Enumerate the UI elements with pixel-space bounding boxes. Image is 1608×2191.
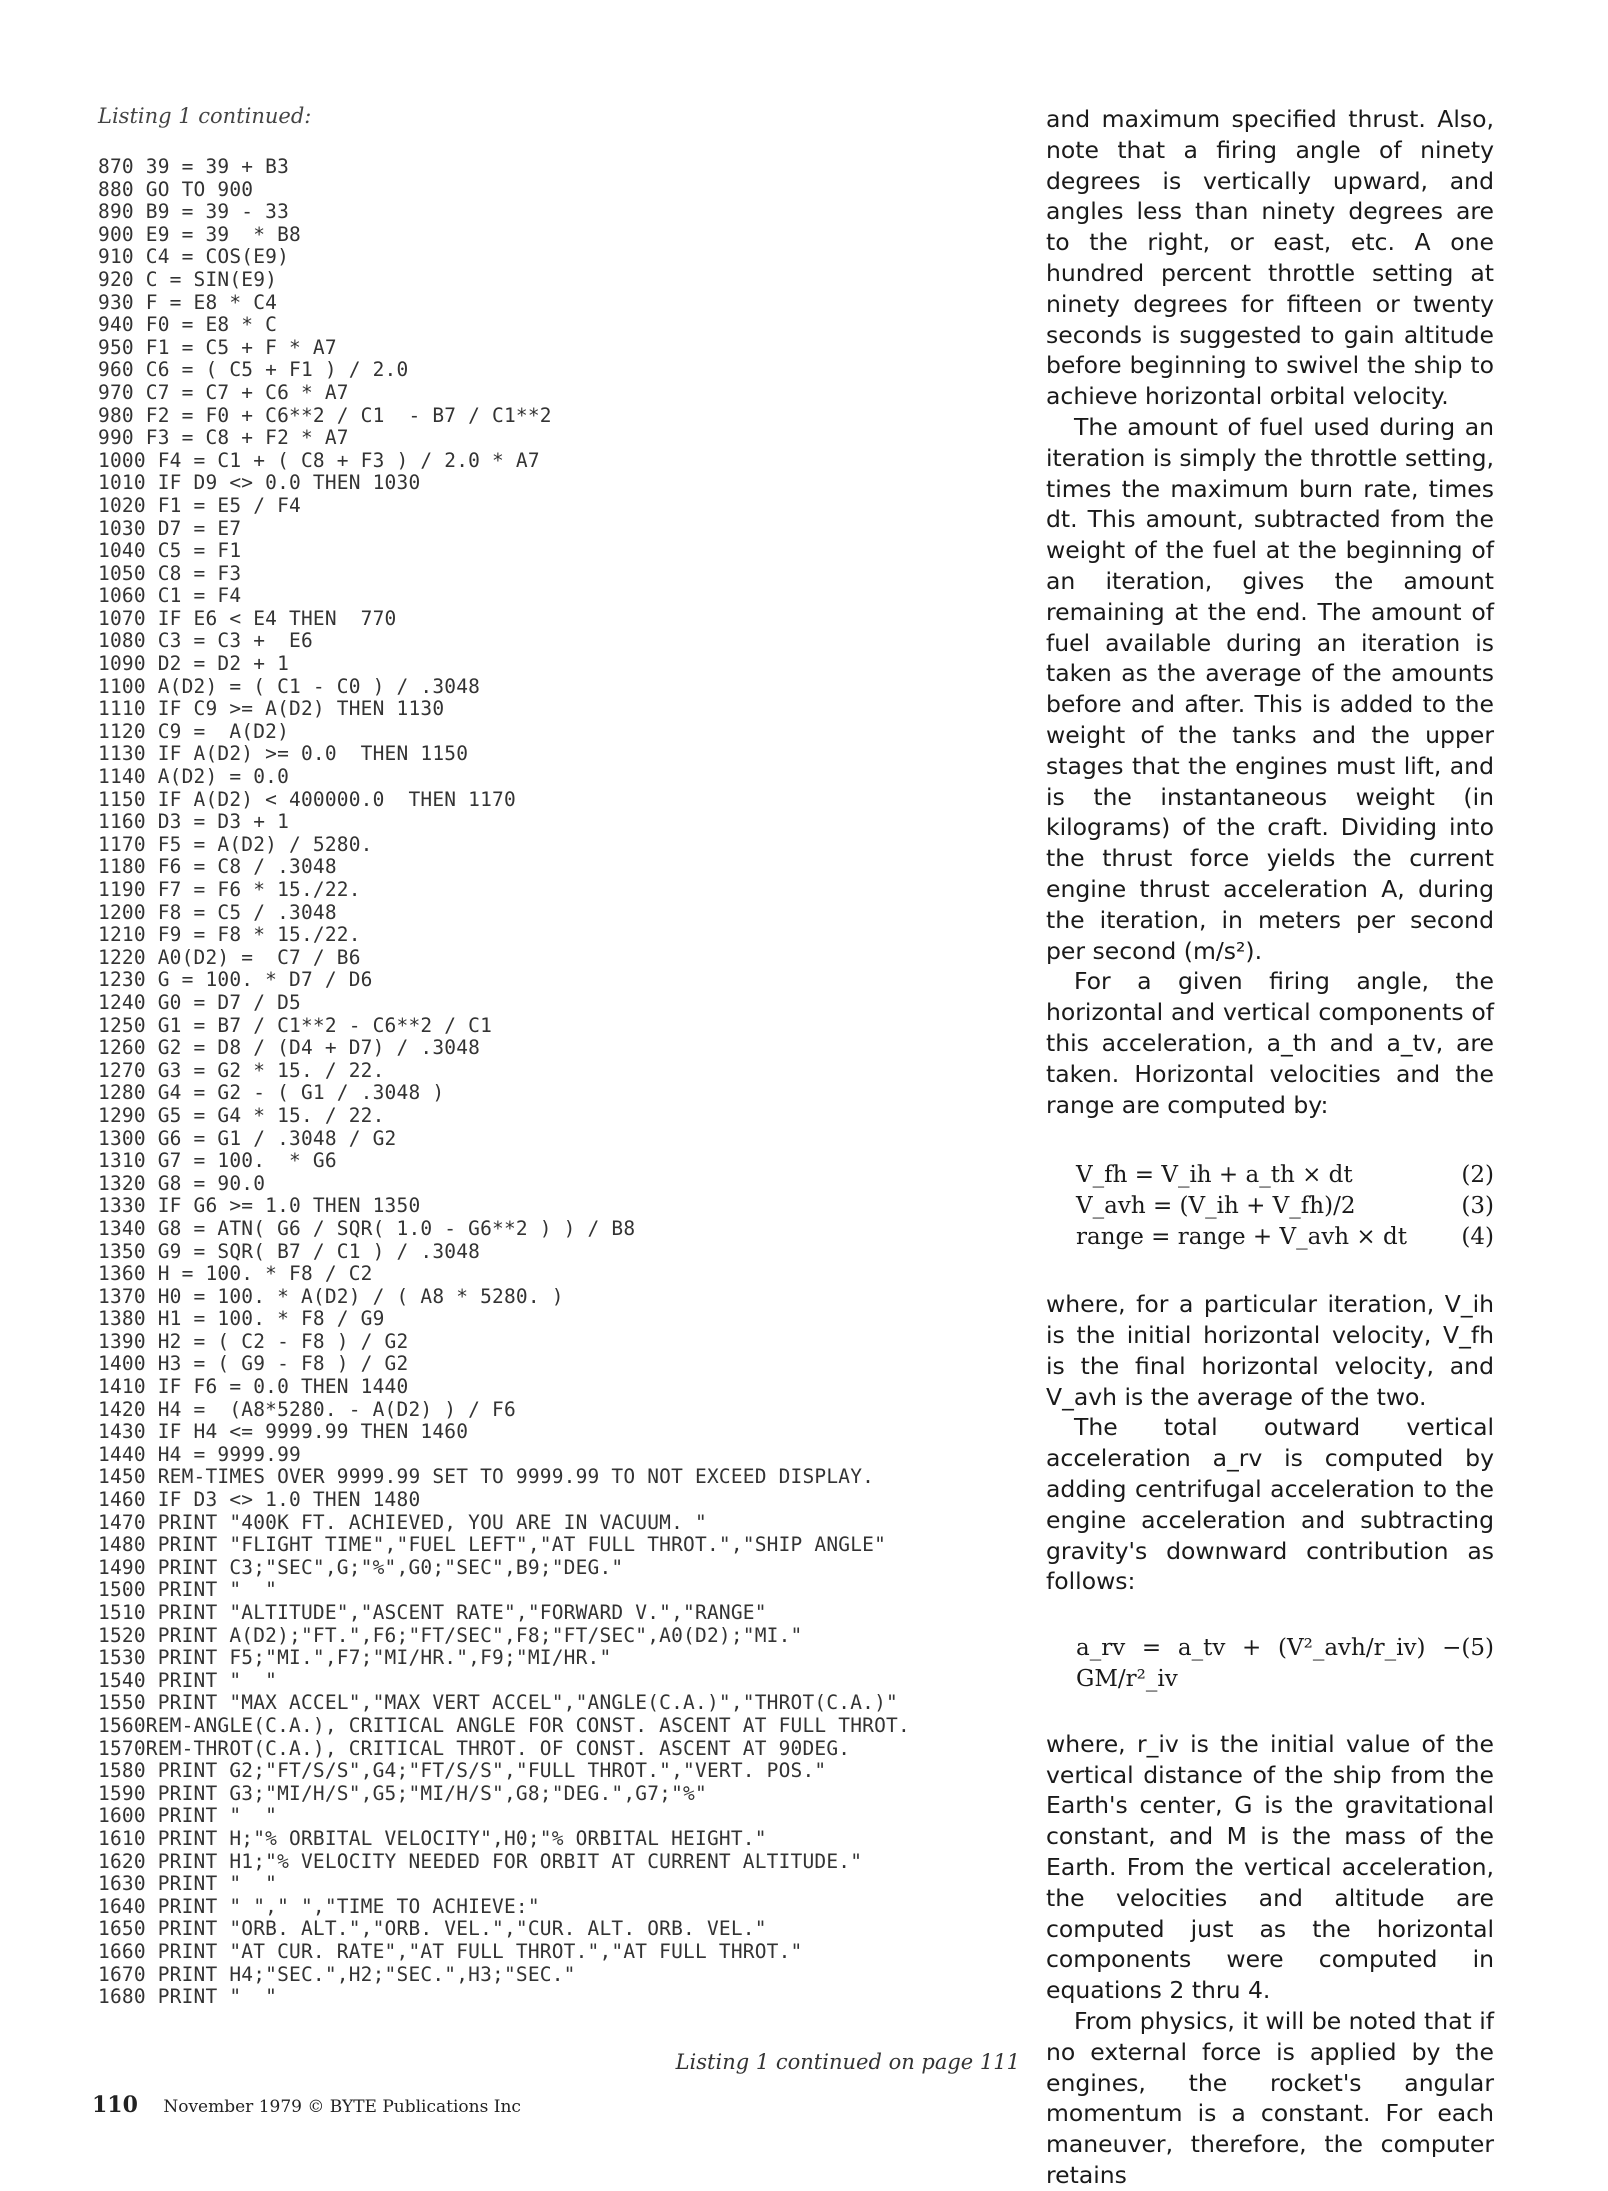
code-line: 1420 H4 = (A8*5280. - A(D2) ) / F6	[98, 1397, 516, 1421]
code-line: 960 C6 = ( C5 + F1 ) / 2.0	[98, 358, 409, 382]
code-line: 1680 PRINT " "	[98, 1985, 278, 2009]
code-line: 1550 PRINT "MAX ACCEL","MAX VERT ACCEL","ANGLE(C.A.)","THROT(C.A.)"	[98, 1691, 898, 1715]
code-line: 1250 G1 = B7 / C1**2 - C6**2 / C1	[98, 1013, 493, 1037]
code-line: 1370 H0 = 100. * A(D2) / ( A8 * 5280. )	[98, 1284, 564, 1308]
code-line: 920 C = SIN(E9)	[98, 267, 278, 291]
code-line: 1220 A0(D2) = C7 / B6	[98, 945, 361, 969]
code-line: 1600 PRINT " "	[98, 1804, 278, 1828]
article-column	[1046, 104, 1494, 2191]
paragraph: For a given firing angle, the horizontal and vertical components of this acceleration, a_th and a_tv, are taken. Horizontal velocities and the range are computed by:	[1046, 967, 1494, 1119]
code-line: 1120 C9 = A(D2)	[98, 719, 290, 743]
code-line: 1280 G4 = G2 - ( G1 / .3048 )	[98, 1081, 445, 1105]
listing-continued-note: Listing 1 continued on page 111	[675, 2050, 1020, 2074]
code-line: 1500 PRINT " "	[98, 1578, 278, 1602]
code-line: 1030 D7 = E7	[98, 516, 242, 540]
equation-number: (4)	[1461, 1224, 1494, 1251]
code-line: 1190 F7 = F6 * 15./22.	[98, 878, 361, 901]
code-line: 1300 G6 = G1 / .3048 / G2	[98, 1126, 397, 1150]
equation-4	[1076, 1222, 1494, 1253]
code-line: 1330 IF G6 >= 1.0 THEN 1350	[98, 1194, 421, 1218]
equation-block	[1076, 1160, 1494, 1253]
code-line: 1490 PRINT C3;"SEC",G;"%",G0;"SEC",B9;"DEG."	[98, 1555, 624, 1579]
code-line: 1350 G9 = SQR( B7 / C1 ) / .3048	[98, 1239, 481, 1263]
code-line: 1380 H1 = 100. * F8 / G9	[98, 1307, 385, 1331]
code-line: 1660 PRINT "AT CUR. RATE","AT FULL THROT.","AT FULL THROT."	[98, 1939, 803, 1963]
code-line: 1520 PRINT A(D2);"FT.",F6;"FT/SEC",F8;"FT/SEC",A0(D2);"MI."	[98, 1623, 803, 1647]
equation-3	[1076, 1191, 1494, 1222]
equation-text: V_fh = V_ih + a_th × dt	[1076, 1162, 1353, 1189]
code-line: 1260 G2 = D8 / (D4 + D7) / .3048	[98, 1036, 481, 1060]
code-line: 1040 C5 = F1	[98, 539, 242, 563]
code-line: 1240 G0 = D7 / D5	[98, 990, 301, 1014]
equation-number: (5)	[1461, 1635, 1494, 1662]
code-line: 1320 G8 = 90.0	[98, 1171, 266, 1195]
code-line: 1510 PRINT "ALTITUDE","ASCENT RATE","FORWARD V.","RANGE"	[98, 1601, 767, 1624]
code-line: 1390 H2 = ( C2 - F8 ) / G2	[98, 1329, 409, 1353]
code-line: 1410 IF F6 = 0.0 THEN 1440	[98, 1375, 409, 1399]
code-line: 900 E9 = 39 * B8	[98, 222, 301, 246]
code-line: 1620 PRINT H1;"% VELOCITY NEEDED FOR ORBIT AT CURRENT ALTITUDE."	[98, 1849, 863, 1873]
code-line: 1060 C1 = F4	[98, 584, 242, 608]
listing-caption: Listing 1 continued:	[98, 104, 312, 128]
code-line: 1050 C8 = F3	[98, 561, 242, 585]
paragraph: The total outward vertical acceleration a_rv is computed by adding centrifugal acceleration to the engine acceleration and subtracting gravity's downward contribution as follows:	[1046, 1413, 1494, 1596]
code-line: 1670 PRINT H4;"SEC.",H2;"SEC.",H3;"SEC."	[98, 1962, 576, 1986]
code-line: 1290 G5 = G4 * 15. / 22.	[98, 1103, 385, 1127]
code-line: 1340 G8 = ATN( G6 / SQR( 1.0 - G6**2 ) ) / B8	[98, 1216, 636, 1240]
code-line: 1640 PRINT " "," ","TIME TO ACHIEVE:"	[98, 1894, 540, 1918]
code-line: 980 F2 = F0 + C6**2 / C1 - B7 / C1**2	[98, 403, 552, 427]
code-line: 1590 PRINT G3;"MI/H/S",G5;"MI/H/S",G8;"DEG.",G7;"%"	[98, 1781, 707, 1805]
paragraph: where, for a particular iteration, V_ih is the initial horizontal velocity, V_fh is the final horizontal velocity, and V_avh is the average of the two.	[1046, 1290, 1494, 1411]
code-line: 1460 IF D3 <> 1.0 THEN 1480	[98, 1488, 421, 1512]
code-line: 1650 PRINT "ORB. ALT.","ORB. VEL.","CUR. ALT. ORB. VEL."	[98, 1917, 767, 1941]
code-line: 1270 G3 = G2 * 15. / 22.	[98, 1058, 385, 1082]
code-line: 1150 IF A(D2) < 400000.0 THEN 1170	[98, 787, 516, 811]
code-line: 1540 PRINT " "	[98, 1668, 278, 1692]
code-line: 1080 C3 = C3 + E6	[98, 629, 313, 653]
code-line: 950 F1 = C5 + F * A7	[98, 335, 337, 359]
code-line: 990 F3 = C8 + F2 * A7	[98, 426, 349, 450]
code-line: 1450 REM-TIMES OVER 9999.99 SET TO 9999.99 TO NOT EXCEED DISPLAY.	[98, 1465, 875, 1489]
equation-2	[1076, 1160, 1494, 1191]
code-line: 1570REM-THROT(C.A.), CRITICAL THROT. OF CONST. ASCENT AT 90DEG.	[98, 1736, 851, 1760]
code-line: 1070 IF E6 < E4 THEN 770	[98, 606, 397, 630]
code-line: 870 39 = 39 + B3	[98, 155, 290, 178]
code-line: 1610 PRINT H;"% ORBITAL VELOCITY",H0;"% ORBITAL HEIGHT."	[98, 1826, 767, 1850]
code-line: 1310 G7 = 100. * G6	[98, 1149, 337, 1173]
paragraph: The amount of fuel used during an iteration is simply the throttle setting, times the maximum burn rate, times dt. This amount, subtracted from the weight of the fuel at the beginning of an iteration, gives the amount remaining at the end. The amount of fuel available during an iteration is taken as the average of the amounts before and after. This is added to the weight of the tanks and the upper stages that the engines must lift, and is the instantaneous weight (in kilograms) of the craft. Dividing into the thrust force yields the current engine thrust acceleration A, during the iteration, in meters per second per second (m/s²).	[1046, 412, 1494, 965]
code-line: 1440 H4 = 9999.99	[98, 1442, 301, 1466]
code-line: 1210 F9 = F8 * 15./22.	[98, 923, 361, 947]
code-line: 910 C4 = COS(E9)	[98, 245, 290, 269]
code-line: 1140 A(D2) = 0.0	[98, 765, 290, 789]
equation-text: range = range + V_avh × dt	[1076, 1224, 1407, 1251]
code-listing	[98, 156, 1018, 2009]
code-line: 1560REM-ANGLE(C.A.), CRITICAL ANGLE FOR CONST. ASCENT AT FULL THROT.	[98, 1713, 910, 1737]
code-line: 1180 F6 = C8 / .3048	[98, 855, 337, 879]
code-line: 1100 A(D2) = ( C1 - C0 ) / .3048	[98, 674, 481, 698]
code-line: 890 B9 = 39 - 33	[98, 200, 290, 224]
paragraph: and maximum specified thrust. Also, note that a firing angle of ninety degrees is vertically upward, and angles less than ninety degrees are to the right, or east, etc. A one hundred percent throttle setting at ninety degrees for fifteen or twenty seconds is suggested to gain altitude before beginning to swivel the ship to achieve horizontal orbital velocity.	[1046, 105, 1494, 411]
code-line: 1580 PRINT G2;"FT/S/S",G4;"FT/S/S","FULL THROT.","VERT. POS."	[98, 1759, 827, 1783]
page-footer	[92, 2092, 521, 2118]
code-line: 970 C7 = C7 + C6 * A7	[98, 380, 349, 404]
code-line: 1400 H3 = ( G9 - F8 ) / G2	[98, 1352, 409, 1376]
issue-line: November 1979 © BYTE Publications Inc	[163, 2097, 521, 2117]
code-line: 1480 PRINT "FLIGHT TIME","FUEL LEFT","AT FULL THROT.","SHIP ANGLE"	[98, 1533, 887, 1557]
equation-number: (2)	[1461, 1162, 1494, 1189]
code-line: 940 F0 = E8 * C	[98, 313, 278, 337]
code-line: 1430 IF H4 <= 9999.99 THEN 1460	[98, 1420, 469, 1444]
code-line: 1200 F8 = C5 / .3048	[98, 900, 337, 924]
page-number: 110	[92, 2092, 138, 2118]
paragraph: where, r_iv is the initial value of the vertical distance of the ship from the Earth's center, G is the gravitational constant, and M is the mass of the Earth. From the vertical acceleration, the velocities and altitude are computed just as the horizontal components were computed in equations 2 thru 4.	[1046, 1729, 1494, 2005]
code-line: 1130 IF A(D2) >= 0.0 THEN 1150	[98, 742, 469, 766]
code-line: 1360 H = 100. * F8 / C2	[98, 1262, 373, 1286]
code-line: 1230 G = 100. * D7 / D6	[98, 968, 373, 992]
code-line: 1110 IF C9 >= A(D2) THEN 1130	[98, 697, 445, 721]
code-line: 1090 D2 = D2 + 1	[98, 652, 290, 676]
equation-text: a_rv = a_tv + (V²_avh/r_iv) − GM/r²_iv	[1076, 1635, 1462, 1693]
code-line: 1000 F4 = C1 + ( C8 + F3 ) / 2.0 * A7	[98, 448, 540, 472]
code-line: 1530 PRINT F5;"MI.",F7;"MI/HR.",F9;"MI/HR."	[98, 1646, 612, 1670]
equation-5	[1076, 1633, 1494, 1695]
equation-text: V_avh = (V_ih + V_fh)/2	[1076, 1193, 1356, 1220]
code-line: 880 GO TO 900	[98, 177, 254, 201]
code-line: 1470 PRINT "400K FT. ACHIEVED, YOU ARE IN VACUUM. "	[98, 1510, 707, 1534]
equation-number: (3)	[1461, 1193, 1494, 1220]
code-line: 1160 D3 = D3 + 1	[98, 810, 290, 834]
paragraph: From physics, it will be noted that if no external force is applied by the engines, the rocket's angular momentum is a constant. For each maneuver, therefore, the computer retains	[1046, 2007, 1494, 2190]
code-line: 1010 IF D9 <> 0.0 THEN 1030	[98, 471, 421, 495]
code-line: 1020 F1 = E5 / F4	[98, 493, 301, 517]
code-line: 930 F = E8 * C4	[98, 290, 278, 314]
code-line: 1630 PRINT " "	[98, 1872, 278, 1896]
code-line: 1170 F5 = A(D2) / 5280.	[98, 832, 373, 856]
